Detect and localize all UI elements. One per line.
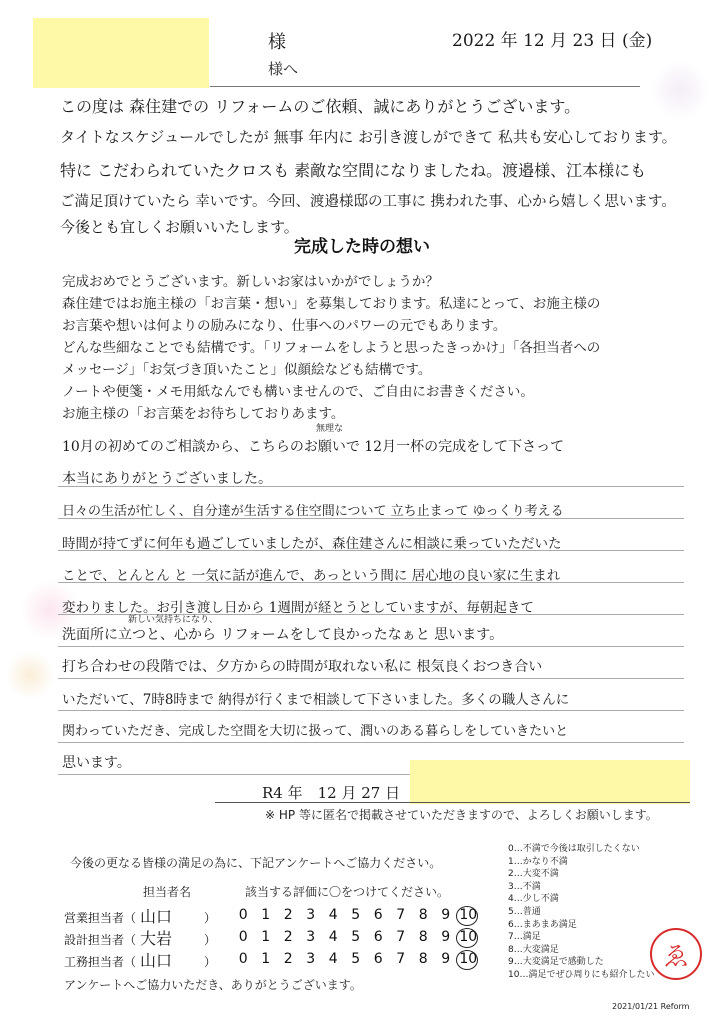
- recipient-suffix-to: 様へ: [268, 60, 299, 78]
- row-close: ）: [204, 933, 217, 947]
- rating-5[interactable]: 5: [351, 951, 361, 967]
- rating-scale: [232, 951, 480, 967]
- rating-1[interactable]: 1: [261, 929, 271, 945]
- intro-line: ノートや便箋・メモ用紙なんでも構いませんので、ご自由にお書きください。: [62, 384, 534, 400]
- rating-6[interactable]: 6: [373, 907, 383, 923]
- intro-line: お言葉や想いは何よりの励みになり、仕事へのパワーの元でもあります。: [62, 318, 507, 334]
- letter-date: 2022 年 12 月 23 日 (金): [452, 31, 653, 51]
- rating-10[interactable]: 10: [459, 951, 478, 967]
- customer-line: 変わりました。お引き渡し日から 1週間が経とうとしていますが、毎朝起きて: [62, 600, 534, 616]
- recipient-suffix: 様: [268, 32, 286, 53]
- staff-name: 山口: [140, 907, 173, 926]
- row-label: 営業担当者（: [64, 911, 137, 925]
- selected-rating-circle: [456, 950, 478, 970]
- customer-line: 洗面所に立つと、心から リフォームをして良かったなぁと 思います。: [62, 627, 504, 643]
- legend-item: 6…まあまあ満足: [508, 919, 577, 930]
- legend-item: 7…満足: [508, 932, 541, 943]
- annotation-muri: 無理な: [316, 424, 344, 434]
- row-close: ）: [204, 955, 217, 969]
- legend-item: 2…大変不満: [508, 869, 559, 880]
- rating-8[interactable]: 8: [418, 929, 428, 945]
- selected-rating-circle: [456, 906, 478, 926]
- survey-col-staff: 担当者名: [143, 885, 192, 899]
- legend-item: 4…少し不満: [508, 894, 559, 905]
- rating-2[interactable]: 2: [283, 929, 293, 945]
- rating-7[interactable]: 7: [396, 929, 406, 945]
- survey-col-rating: 該当する評価に〇をつけてください。: [245, 885, 450, 899]
- legend-item: 5…普通: [508, 906, 541, 917]
- rating-1[interactable]: 1: [261, 907, 271, 923]
- signed-date: R4 年 12 月 27 日: [262, 784, 401, 802]
- customer-line: ことで、とんとん と 一気に話が進んで、あっという間に 居心地の良い家に生まれ: [62, 568, 561, 584]
- row-close: ）: [204, 911, 217, 925]
- approval-stamp: [650, 928, 702, 980]
- redacted-name-box: [33, 18, 209, 88]
- rating-0[interactable]: 0: [238, 929, 248, 945]
- letter-line: ご満足頂けていたら 幸いです。今回、渡邉様邸の工事に 携われた事、心から嬉しく思います。: [60, 194, 676, 210]
- customer-line: 日々の生活が忙しく、自分達が生活する住空間について 立ち止まって ゆっくり考える: [62, 504, 564, 519]
- rating-9[interactable]: 9: [441, 907, 451, 923]
- rating-6[interactable]: 6: [373, 951, 383, 967]
- survey-intro: 今後の更なる皆様の満足の為に、下記アンケートへご協力ください。: [70, 856, 442, 870]
- ruled-line: [58, 710, 684, 711]
- staff-name: 大岩: [140, 929, 173, 948]
- customer-line: 10月の初めてのご相談から、こちらのお願いで 12月一杯の完成をして下さって: [62, 439, 565, 455]
- section-title: 完成した時の想い: [294, 237, 430, 257]
- legend-item: 1…かなり不満: [508, 856, 568, 867]
- letter-line: タイトなスケジュールでしたが 無事 年内に お引き渡しができて 私共も安心しております。: [60, 128, 677, 146]
- rating-7[interactable]: 7: [396, 907, 406, 923]
- rating-scale: [232, 907, 480, 923]
- stamp-char: ゑ: [662, 941, 689, 972]
- letter-line: この度は 森住建での リフォームのご依頼、誠にありがとうございます。: [60, 97, 581, 116]
- rating-4[interactable]: 4: [328, 907, 338, 923]
- rating-scale: [232, 929, 480, 945]
- customer-line: 打ち合わせの段階では、夕方からの時間が取れない私に 根気良くおつき合い: [62, 659, 543, 675]
- legend-item: 9…大変満足で感動した: [508, 957, 604, 968]
- rating-0[interactable]: 0: [238, 951, 248, 967]
- rating-9[interactable]: 9: [441, 951, 451, 967]
- footer-code: 2021/01/21 Reform: [612, 1002, 690, 1011]
- legend-item: 10…満足でぜひ周りにも紹介したい: [508, 969, 655, 980]
- ruled-line: [58, 678, 684, 679]
- ruled-line: [58, 646, 684, 647]
- letter-line: 今後とも宜しくお願いいたします。: [60, 218, 299, 236]
- rating-6[interactable]: 6: [373, 929, 383, 945]
- rating-1[interactable]: 1: [261, 951, 271, 967]
- rating-0[interactable]: 0: [238, 907, 248, 923]
- rating-9[interactable]: 9: [441, 929, 451, 945]
- anonymity-notice: ※ HP 等に匿名で掲載させていただきますので、よろしくお願いします。: [265, 808, 658, 822]
- row-label: 工務担当者（: [64, 955, 137, 969]
- ruled-line: [58, 742, 684, 743]
- rating-5[interactable]: 5: [351, 929, 361, 945]
- floral-decoration-right: [650, 60, 710, 120]
- rating-5[interactable]: 5: [351, 907, 361, 923]
- rating-4[interactable]: 4: [328, 929, 338, 945]
- customer-line: 本当にありがとうございました。: [62, 471, 272, 487]
- rating-4[interactable]: 4: [328, 951, 338, 967]
- customer-line: 時間が持てずに何年も過ごしていましたが、森住建さんに相談に乗っていただいた: [62, 536, 562, 552]
- signature-underline: [215, 802, 690, 803]
- legend-item: 3…不満: [508, 881, 541, 892]
- rating-2[interactable]: 2: [283, 907, 293, 923]
- rating-3[interactable]: 3: [306, 907, 316, 923]
- floral-decoration-left-2: [5, 650, 55, 700]
- header-underline: [210, 86, 640, 87]
- rating-2[interactable]: 2: [283, 951, 293, 967]
- rating-10[interactable]: 10: [459, 929, 478, 945]
- customer-line: 思います。: [62, 755, 131, 771]
- redacted-signature-box: [410, 760, 690, 804]
- intro-line: どんな些細なことでも結構です。「リフォームをしようと思ったきっかけ」「各担当者への: [62, 340, 601, 356]
- intro-line: 完成おめでとうございます。新しいお家はいかがでしょうか？: [62, 274, 439, 290]
- rating-10[interactable]: 10: [459, 907, 478, 923]
- legend-item: 8…大変満足: [508, 944, 559, 955]
- staff-name: 山口: [140, 951, 173, 970]
- rating-7[interactable]: 7: [396, 951, 406, 967]
- rating-legend: [508, 843, 654, 982]
- rating-3[interactable]: 3: [306, 929, 316, 945]
- letter-line: 特に こだわられていたクロスも 素敵な空間になりましたね。渡邉様、江本様にも: [60, 161, 647, 180]
- intro-line: メッセージ」「お気づき頂いたこと」似顔絵なども結構です。: [62, 362, 432, 378]
- legend-item: 0…不満で今後は取引したくない: [508, 844, 640, 854]
- survey-thanks: アンケートへご協力いただき、ありがとうございます。: [64, 978, 362, 992]
- intro-line: 森住建ではお施主様の「お言葉・想い」を募集しております。私達にとって、お施主様の: [62, 296, 601, 312]
- customer-line: 関わっていただき、完成した空間を大切に扱って、潤いのある暮らしをしていきたいと: [62, 724, 569, 739]
- rating-8[interactable]: 8: [418, 951, 428, 967]
- annotation-atarashii: 新しい気持ちになり、: [128, 615, 219, 625]
- rating-8[interactable]: 8: [418, 907, 428, 923]
- customer-line: いただいて、7時8時まで 納得が行くまで相談して下さいました。多くの職人さんに: [62, 692, 570, 708]
- row-label: 設計担当者（: [64, 933, 137, 947]
- selected-rating-circle: [456, 928, 478, 948]
- rating-3[interactable]: 3: [306, 951, 316, 967]
- intro-line: お施主様の「お言葉をお待ちしておりあます。: [62, 406, 345, 422]
